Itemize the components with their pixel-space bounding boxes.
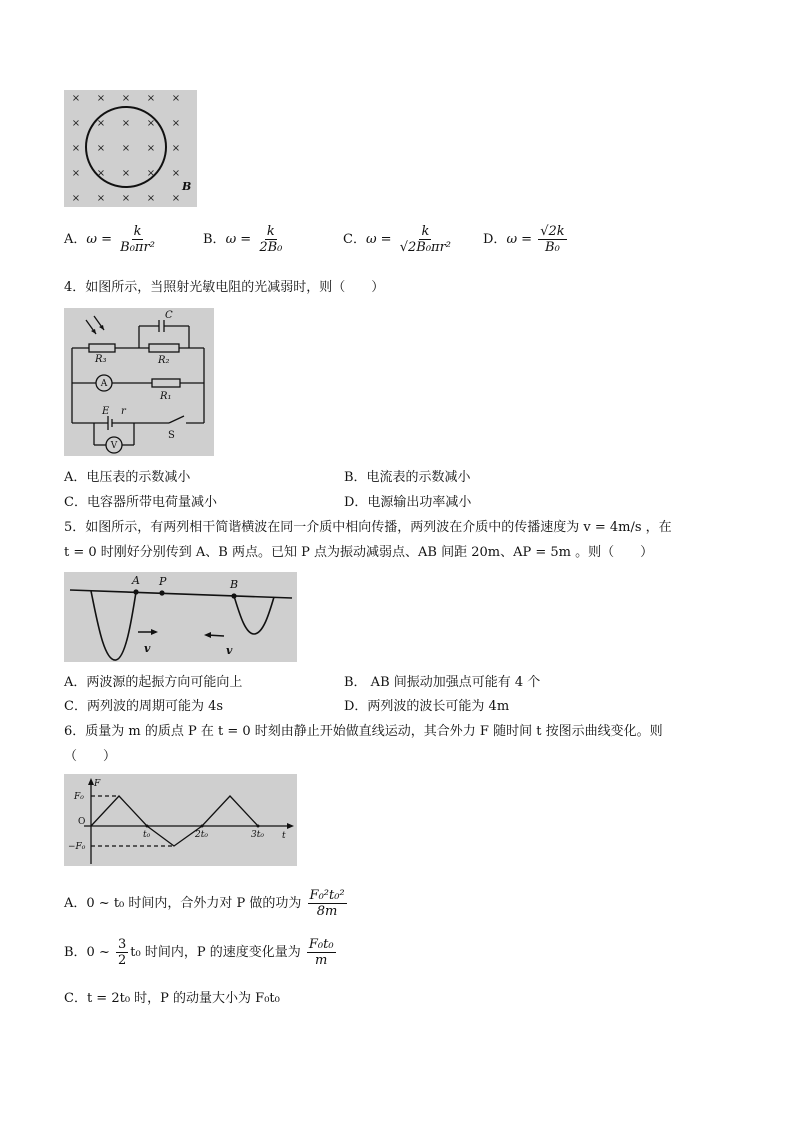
svg-text:×: × bbox=[71, 93, 81, 104]
q3-option-b[interactable]: B．ω = $\frac{k}{\text{2B₀}}$ bbox=[203, 224, 283, 255]
svg-text:×: × bbox=[146, 193, 156, 204]
graph-label-o: O bbox=[78, 817, 86, 827]
voltmeter-label: V bbox=[110, 441, 118, 451]
q5-option-c[interactable]: C．两列波的周期可能为 4s bbox=[64, 699, 224, 714]
svg-text:×: × bbox=[71, 118, 81, 129]
switch-label: S bbox=[168, 430, 175, 441]
label-r: r bbox=[121, 406, 126, 417]
force-time-graph bbox=[64, 774, 297, 866]
svg-text:×: × bbox=[171, 193, 181, 204]
label-r2: R₂ bbox=[158, 355, 170, 366]
graph-label-f: F bbox=[94, 779, 101, 789]
svg-text:×: × bbox=[121, 168, 131, 179]
graph-label-3t0: 3t₀ bbox=[251, 830, 264, 840]
q3-option-c[interactable]: C．ω = $\frac{k}{\text{√2B₀πr²}}$ bbox=[343, 224, 452, 255]
graph-label-f0: F₀ bbox=[74, 792, 84, 802]
svg-text:×: × bbox=[121, 93, 131, 104]
q3-option-d[interactable]: D．ω = $\frac{√2k}{\text{B₀}}$ bbox=[483, 224, 565, 255]
wave-label-v1: v bbox=[144, 642, 151, 655]
graph-label-2t0: 2t₀ bbox=[195, 830, 208, 840]
graph-label-t0: t₀ bbox=[143, 830, 151, 840]
svg-text:×: × bbox=[121, 193, 131, 204]
q6-stem-line2: （ ） bbox=[64, 749, 117, 764]
svg-text:×: × bbox=[96, 93, 106, 104]
q4-option-c[interactable]: C．电容器所带电荷量减小 bbox=[64, 495, 217, 510]
q4-option-d[interactable]: D．电源输出功率减小 bbox=[344, 495, 472, 510]
q6-stem-line1: 6．质量为 m 的质点 P 在 t = 0 时刻由静止开始做直线运动，其合外力 F 随时间 t 按图示曲线变化。则 bbox=[64, 724, 663, 739]
q4-option-a[interactable]: A．电压表的示数减小 bbox=[64, 470, 191, 485]
q6-option-b[interactable]: B．0 ~ $\frac{3}{2}$ t₀ 时间内，P 的速度变化量为 $\frac{\text{F₀t₀}}{m}$ bbox=[64, 937, 334, 968]
ammeter-label: A bbox=[100, 379, 108, 389]
wave-label-a: A bbox=[132, 574, 140, 587]
q5-option-a[interactable]: A．两波源的起振方向可能向上 bbox=[64, 675, 243, 690]
q5-option-b[interactable]: B． AB 间振动加强点可能有 4 个 bbox=[344, 675, 541, 690]
svg-text:×: × bbox=[171, 143, 181, 154]
svg-text:×: × bbox=[146, 93, 156, 104]
svg-text:×: × bbox=[121, 118, 131, 129]
svg-text:×: × bbox=[96, 168, 106, 179]
q3-option-a[interactable]: A．ω = $\frac{k}{\text{B₀πr²}}$ bbox=[64, 224, 155, 255]
svg-text:×: × bbox=[146, 118, 156, 129]
field-label-b: B bbox=[182, 180, 192, 193]
label-e: E bbox=[102, 406, 110, 417]
graph-label-t: t bbox=[282, 831, 286, 841]
svg-text:×: × bbox=[146, 168, 156, 179]
q5-stem-line1: 5．如图所示，有两列相干简谐横波在同一介质中相向传播，两列波在介质中的传播速度为 v = 4m/s ，在 bbox=[64, 520, 672, 535]
label-c: C bbox=[165, 310, 173, 321]
svg-text:×: × bbox=[96, 143, 106, 154]
wave-label-v2: v bbox=[226, 644, 233, 657]
wave-figure bbox=[64, 572, 297, 662]
svg-text:×: × bbox=[96, 118, 106, 129]
svg-text:×: × bbox=[146, 143, 156, 154]
q6-option-a[interactable]: A．0 ~ t₀ 时间内，合外力对 P 做的功为 $\frac{\text{F₀²t₀²}}{8m}$ bbox=[64, 888, 345, 919]
svg-text:×: × bbox=[171, 168, 181, 179]
svg-text:×: × bbox=[96, 193, 106, 204]
q5-option-d[interactable]: D．两列波的波长可能为 4m bbox=[344, 699, 510, 714]
label-r3: R₃ bbox=[95, 354, 107, 365]
svg-text:×: × bbox=[71, 143, 81, 154]
q4-option-b[interactable]: B．电流表的示数减小 bbox=[344, 470, 471, 485]
wave-label-b: B bbox=[230, 578, 239, 591]
svg-text:×: × bbox=[171, 93, 181, 104]
q4-stem: 4．如图所示，当照射光敏电阻的光减弱时，则（ ） bbox=[64, 280, 385, 295]
label-r1: R₁ bbox=[160, 391, 172, 402]
svg-text:×: × bbox=[171, 118, 181, 129]
wave-label-p: P bbox=[159, 575, 167, 588]
q6-option-c[interactable]: C．t = 2t₀ 时，P 的动量大小为 F₀t₀ bbox=[64, 991, 280, 1006]
magnetic-field-figure bbox=[64, 90, 197, 207]
q5-stem-line2: t = 0 时刚好分别传到 A、B 两点。已知 P 点为振动减弱点、AB 间距 20m、AP = 5m 。则（ ） bbox=[64, 545, 654, 560]
svg-text:×: × bbox=[71, 168, 81, 179]
graph-label-neg-f0: −F₀ bbox=[68, 842, 86, 852]
svg-text:×: × bbox=[71, 193, 81, 204]
circuit-figure bbox=[64, 308, 214, 456]
svg-text:×: × bbox=[121, 143, 131, 154]
